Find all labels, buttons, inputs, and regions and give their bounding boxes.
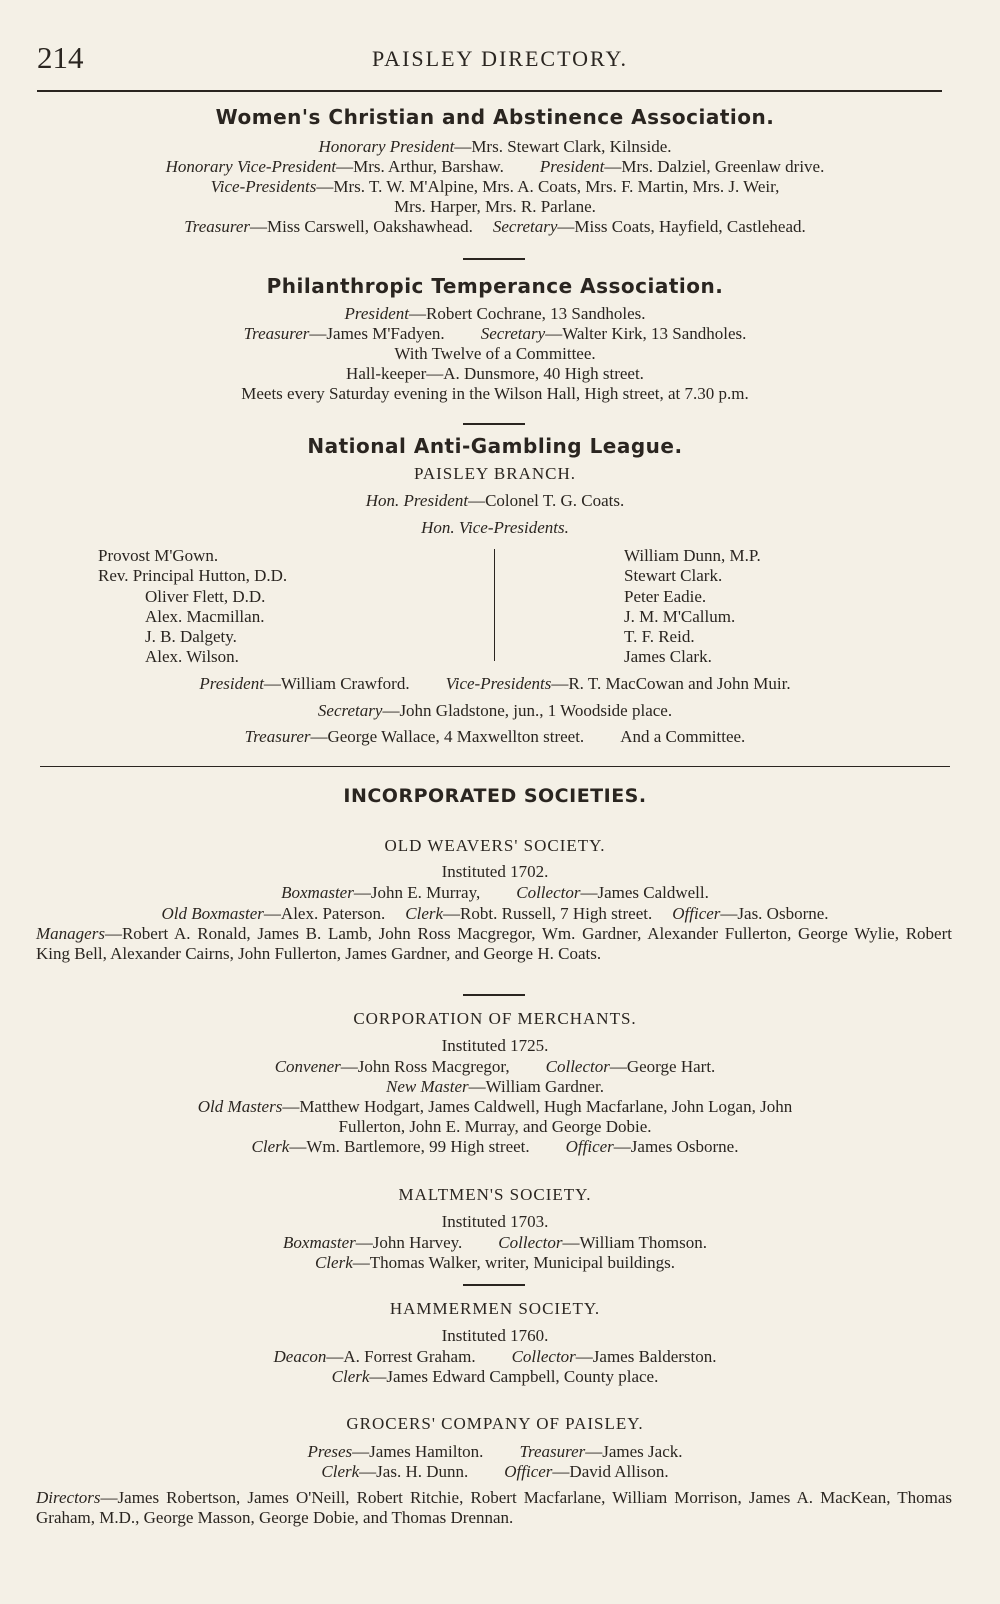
list-item: J. B. Dalgety. bbox=[145, 627, 237, 647]
list-item: Rev. Principal Hutton, D.D. bbox=[98, 566, 288, 586]
maltmen-title: MALTMEN'S SOCIETY. bbox=[398, 1185, 592, 1204]
wcaa-hon-president: Honorary President—Mrs. Stewart Clark, Kilnside. bbox=[318, 137, 672, 156]
person-name: William Thomson. bbox=[579, 1233, 707, 1252]
role-label: Directors bbox=[36, 1488, 101, 1507]
role-label: Old Boxmaster bbox=[161, 904, 264, 923]
nagl-branch: PAISLEY BRANCH. bbox=[413, 464, 577, 483]
old-weavers-boxmaster-collector: Boxmaster—John E. Murray, Collector—James Caldwell. bbox=[281, 883, 709, 902]
section-divider bbox=[463, 258, 525, 260]
person-name: William Crawford. bbox=[280, 674, 410, 693]
person-name: Jas. H. Dunn. bbox=[376, 1462, 469, 1481]
merchants-clerk-officer: Clerk—Wm. Bartlemore, 99 High street. Officer—James Osborne. bbox=[251, 1137, 739, 1156]
maltmen-instituted: Instituted 1703. bbox=[441, 1212, 549, 1231]
person-name: George Hart. bbox=[626, 1057, 716, 1076]
role-label: Vice-Presidents bbox=[445, 674, 552, 693]
nagl-hon-president: Hon. President—Colonel T. G. Coats. bbox=[365, 491, 625, 510]
nagl-vp-right-column bbox=[624, 546, 761, 668]
grocers-preses-treasurer: Preses—James Hamilton. Treasurer—James Jack. bbox=[307, 1442, 683, 1461]
wcaa-vice-presidents: Vice-Presidents—Mrs. T. W. M'Alpine, Mrs. A. Coats, Mrs. F. Martin, Mrs. J. Weir, bbox=[210, 177, 780, 196]
role-label: Clerk bbox=[331, 1367, 370, 1386]
person-name: John Harvey. bbox=[372, 1233, 463, 1252]
pta-committee: With Twelve of a Committee. bbox=[394, 344, 596, 363]
role-label: Treasurer bbox=[519, 1442, 586, 1461]
merchants-title: CORPORATION OF MERCHANTS. bbox=[353, 1009, 637, 1028]
role-label: Clerk bbox=[321, 1462, 360, 1481]
person-name: R. T. MacCowan and John Muir. bbox=[568, 674, 791, 693]
column-divider bbox=[494, 549, 495, 661]
person-name: William Gardner. bbox=[485, 1077, 604, 1096]
grocers-directors: Directors—James Robertson, James O'Neill, Robert Ritchie, Robert Macfarlane, William Morrison, James A. MacKean, Thomas Graham, M.D., George Masson, George Dobie, and Thomas Drennan. bbox=[36, 1488, 952, 1527]
role-label: Officer bbox=[565, 1137, 614, 1156]
role-label: Collector bbox=[516, 883, 581, 902]
role-label: Deacon bbox=[273, 1347, 327, 1366]
person-name: John Gladstone, jun., 1 Woodside place. bbox=[399, 701, 673, 720]
person-name: George Wallace, 4 Maxwellton street. bbox=[327, 727, 585, 746]
pta-hall-keeper: Hall-keeper—A. Dunsmore, 40 High street. bbox=[346, 364, 644, 383]
person-name: James M'Fadyen. bbox=[326, 324, 445, 343]
person-name: Robert Cochrane, 13 Sandholes. bbox=[425, 304, 646, 323]
pta-title: Philanthropic Temperance Association. bbox=[266, 274, 724, 298]
pta-president: President—Robert Cochrane, 13 Sandholes. bbox=[344, 304, 646, 323]
section-divider bbox=[463, 994, 525, 996]
role-label: Secretary bbox=[480, 324, 546, 343]
role-label: New Master bbox=[386, 1077, 469, 1096]
merchants-old-masters-cont: Fullerton, John E. Murray, and George Dobie. bbox=[338, 1117, 652, 1136]
heading-label: Hon. Vice-Presidents. bbox=[421, 518, 569, 537]
running-head: PAISLEY DIRECTORY. bbox=[371, 46, 629, 71]
merchants-new-master: New Master—William Gardner. bbox=[386, 1077, 604, 1096]
pta-treasurer-secretary: Treasurer—James M'Fadyen. Secretary—Walter Kirk, 13 Sandholes. bbox=[243, 324, 747, 343]
role-label: Preses bbox=[307, 1442, 353, 1461]
person-name: A. Forrest Graham. bbox=[343, 1347, 476, 1366]
role-label: Boxmaster bbox=[283, 1233, 356, 1252]
section-divider bbox=[463, 1284, 525, 1286]
hammermen-deacon-collector: Deacon—A. Forrest Graham. Collector—James Balderston. bbox=[273, 1347, 717, 1366]
role-label: Officer bbox=[504, 1462, 553, 1481]
incorporated-title: INCORPORATED SOCIETIES. bbox=[343, 785, 647, 807]
grocers-title: GROCERS' COMPANY OF PAISLEY. bbox=[346, 1414, 644, 1433]
person-name: Alex. Paterson. bbox=[280, 904, 386, 923]
role-label: Treasurer bbox=[244, 727, 311, 746]
nagl-president-vps: President—William Crawford. Vice-Presidents—R. T. MacCowan and John Muir. bbox=[199, 674, 791, 693]
person-name: Wm. Bartlemore, 99 High street. bbox=[306, 1137, 530, 1156]
top-rule bbox=[37, 90, 942, 92]
role-label: Officer bbox=[672, 904, 721, 923]
section-rule bbox=[40, 766, 950, 767]
person-name: Miss Coats, Hayfield, Castlehead. bbox=[574, 217, 806, 236]
person-name: Robt. Russell, 7 High street. bbox=[460, 904, 653, 923]
nagl-treasurer: Treasurer—George Wallace, 4 Maxwellton street. And a Committee. bbox=[244, 727, 746, 746]
list-item: Peter Eadie. bbox=[624, 586, 707, 606]
role-label: Secretary bbox=[492, 217, 558, 236]
role-label: Clerk bbox=[405, 904, 444, 923]
role-label: Old Masters bbox=[197, 1097, 283, 1116]
person-name: John E. Murray, bbox=[370, 883, 481, 902]
person-name: John Ross Macgregor, bbox=[357, 1057, 510, 1076]
person-name: James Edward Campbell, County place. bbox=[386, 1367, 659, 1386]
person-name: Colonel T. G. Coats. bbox=[485, 491, 625, 510]
role-label: Honorary Vice-President bbox=[165, 157, 337, 176]
nagl-vp-left-column bbox=[98, 546, 287, 668]
person-name: Mrs. Arthur, Barshaw. bbox=[353, 157, 504, 176]
merchants-instituted: Instituted 1725. bbox=[441, 1036, 549, 1055]
wcaa-treasurer-secretary: Treasurer—Miss Carswell, Oakshawhead. Secretary—Miss Coats, Hayfield, Castlehead. bbox=[184, 217, 806, 236]
person-name: James Jack. bbox=[602, 1442, 683, 1461]
list-item: Alex. Wilson. bbox=[145, 647, 239, 667]
old-weavers-title: OLD WEAVERS' SOCIETY. bbox=[384, 836, 606, 855]
list-item: James Clark. bbox=[624, 647, 712, 667]
maltmen-clerk: Clerk—Thomas Walker, writer, Municipal buildings. bbox=[314, 1253, 676, 1272]
list-item: Stewart Clark. bbox=[624, 566, 723, 586]
person-name: James Hamilton. bbox=[369, 1442, 484, 1461]
role-label: Collector bbox=[498, 1233, 563, 1252]
role-label: Honorary President bbox=[318, 137, 455, 156]
role-label: President bbox=[539, 157, 605, 176]
person-names: Mrs. T. W. M'Alpine, Mrs. A. Coats, Mrs. F. Martin, Mrs. J. Weir, bbox=[333, 177, 780, 196]
list-item: Provost M'Gown. bbox=[98, 546, 219, 565]
old-weavers-officers: Old Boxmaster—Alex. Paterson. Clerk—Robt. Russell, 7 High street. Officer—Jas. Osborne. bbox=[161, 904, 829, 923]
role-label: Managers bbox=[36, 924, 105, 943]
section-divider bbox=[463, 423, 525, 425]
old-weavers-managers: Managers—Robert A. Ronald, James B. Lamb, John Ross Macgregor, Wm. Gardner, Alexander Fullerton, George Wylie, Robert King Bell, Alexander Cairns, John Fullerton, James Gardner, and George H. Coats. bbox=[36, 924, 952, 963]
role-label: Secretary bbox=[317, 701, 383, 720]
merchants-old-masters: Old Masters—Matthew Hodgart, James Caldwell, Hugh Macfarlane, John Logan, John bbox=[197, 1097, 793, 1116]
role-label: Clerk bbox=[251, 1137, 290, 1156]
wcaa-vice-presidents-cont: Mrs. Harper, Mrs. R. Parlane. bbox=[394, 197, 596, 216]
grocers-clerk-officer: Clerk—Jas. H. Dunn. Officer—David Allison. bbox=[321, 1462, 669, 1481]
old-weavers-instituted: Instituted 1702. bbox=[441, 862, 549, 881]
person-name: Miss Carswell, Oakshawhead. bbox=[267, 217, 473, 236]
person-name: Mrs. Stewart Clark, Kilnside. bbox=[471, 137, 672, 156]
person-name: Mrs. Dalziel, Greenlaw drive. bbox=[621, 157, 825, 176]
list-item: J. M. M'Callum. bbox=[624, 606, 736, 626]
list-item: Oliver Flett, D.D. bbox=[145, 586, 266, 606]
role-label: Vice-Presidents bbox=[210, 177, 317, 196]
person-names: James Robertson, James O'Neill, Robert Ritchie, Robert Macfarlane, William Morrison, James A. MacKean, Thomas Graham, M.D., George Masson, George Dobie, and Thomas Drennan. bbox=[36, 1488, 952, 1527]
person-name: David Allison. bbox=[569, 1462, 669, 1481]
person-name: Jas. Osborne. bbox=[737, 904, 829, 923]
list-item: T. F. Reid. bbox=[624, 627, 695, 647]
person-name: James Caldwell. bbox=[597, 883, 709, 902]
role-label: Boxmaster bbox=[281, 883, 354, 902]
hammermen-clerk: Clerk—James Edward Campbell, County place. bbox=[331, 1367, 659, 1386]
person-names: Matthew Hodgart, James Caldwell, Hugh Macfarlane, John Logan, John bbox=[299, 1097, 793, 1116]
role-label: President bbox=[344, 304, 409, 323]
role-label: Clerk bbox=[314, 1253, 353, 1272]
list-item: Alex. Macmillan. bbox=[145, 606, 265, 626]
page-number: 214 bbox=[37, 40, 84, 75]
person-names: Robert A. Ronald, James B. Lamb, John Ross Macgregor, Wm. Gardner, Alexander Fullerton, George Wylie, Robert King Bell, Alexander Cairns, John Fullerton, James Gardner, and George H. Coats. bbox=[36, 924, 952, 963]
role-label: Treasurer bbox=[243, 324, 310, 343]
person-name: Walter Kirk, 13 Sandholes. bbox=[562, 324, 747, 343]
wcaa-hon-vp-and-president: Honorary Vice-President—Mrs. Arthur, Barshaw. President—Mrs. Dalziel, Greenlaw drive. bbox=[165, 157, 825, 176]
maltmen-boxmaster-collector: Boxmaster—John Harvey. Collector—William Thomson. bbox=[283, 1233, 707, 1252]
person-name: James Balderston. bbox=[592, 1347, 717, 1366]
wcaa-title: Women's Christian and Abstinence Association. bbox=[215, 105, 775, 129]
list-item: William Dunn, M.P. bbox=[624, 546, 761, 565]
nagl-title: National Anti-Gambling League. bbox=[307, 434, 683, 458]
person-name: Thomas Walker, writer, Municipal buildings. bbox=[369, 1253, 676, 1272]
role-label: President bbox=[199, 674, 264, 693]
committee-note: And a Committee. bbox=[620, 727, 746, 746]
hammermen-title: HAMMERMEN SOCIETY. bbox=[389, 1299, 601, 1318]
nagl-secretary: Secretary—John Gladstone, jun., 1 Woodside place. bbox=[317, 701, 673, 720]
role-label: Collector bbox=[511, 1347, 576, 1366]
person-name: James Osborne. bbox=[630, 1137, 739, 1156]
nagl-hon-vp-heading bbox=[30, 518, 960, 538]
pta-meets: Meets every Saturday evening in the Wilson Hall, High street, at 7.30 p.m. bbox=[241, 384, 749, 403]
merchants-convener-collector: Convener—John Ross Macgregor, Collector—George Hart. bbox=[274, 1057, 716, 1076]
role-label: Convener bbox=[274, 1057, 341, 1076]
role-label: Treasurer bbox=[184, 217, 251, 236]
role-label: Hon. President bbox=[365, 491, 469, 510]
role-label: Collector bbox=[545, 1057, 610, 1076]
hammermen-instituted: Instituted 1760. bbox=[441, 1326, 549, 1345]
